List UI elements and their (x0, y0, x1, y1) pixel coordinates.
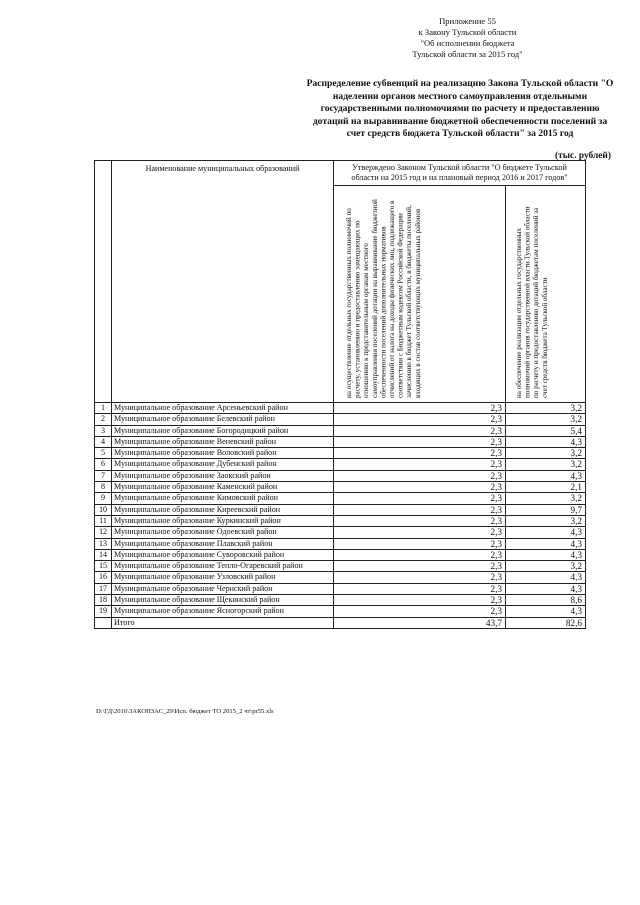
table-row (95, 436, 586, 447)
row-number: 3 (95, 425, 112, 436)
table-row (95, 504, 586, 515)
table-row (95, 403, 586, 414)
header-num-cell (95, 161, 112, 403)
row-value-col1: 2,3 (334, 403, 506, 414)
header-col2-cell (506, 186, 586, 403)
row-number: 12 (95, 527, 112, 538)
row-value-col1: 2,3 (334, 436, 506, 447)
row-name: Муниципальное образование Плавский район (112, 538, 334, 549)
row-value-col2: 4,3 (506, 572, 586, 583)
row-value-col2: 3,2 (506, 561, 586, 572)
row-name: Муниципальное образование Кимовский район (112, 493, 334, 504)
row-value-col2: 9,7 (506, 504, 586, 515)
row-name: Муниципальное образование Воловский район (112, 448, 334, 459)
row-value-col1: 2,3 (334, 504, 506, 515)
row-name: Муниципальное образование Узловский район (112, 572, 334, 583)
row-name: Муниципальное образование Веневский район (112, 436, 334, 447)
row-name: Муниципальное образование Киреевский район (112, 504, 334, 515)
units-label: (тыс. рублей) (555, 151, 611, 161)
row-value-col2: 8,6 (506, 595, 586, 606)
appendix-line: Приложение 55 (439, 16, 496, 26)
row-value-col1: 2,3 (334, 414, 506, 425)
row-number: 11 (95, 515, 112, 526)
row-value-col1: 2,3 (334, 583, 506, 594)
row-number: 2 (95, 414, 112, 425)
row-value-col2: 3,2 (506, 459, 586, 470)
total-num-cell (95, 617, 112, 628)
row-value-col2: 3,2 (506, 493, 586, 504)
row-name: Муниципальное образование Щекинский район (112, 595, 334, 606)
row-value-col2: 3,2 (506, 403, 586, 414)
row-value-col1: 2,3 (334, 459, 506, 470)
row-name: Муниципальное образование Заокский район (112, 470, 334, 481)
appendix-block (390, 16, 545, 60)
header-row (95, 161, 586, 186)
row-name: Муниципальное образование Тепло-Огаревский район (112, 561, 334, 572)
subventions-table (94, 160, 586, 629)
row-number: 4 (95, 436, 112, 447)
row-number: 5 (95, 448, 112, 459)
row-value-col1: 2,3 (334, 515, 506, 526)
row-name: Муниципальное образование Одоевский район (112, 527, 334, 538)
row-name: Муниципальное образование Каменский район (112, 482, 334, 493)
header-name-cell: Наименование муниципальных образований (112, 161, 334, 403)
table-row (95, 606, 586, 617)
row-value-col2: 3,2 (506, 414, 586, 425)
table-row (95, 493, 586, 504)
row-number: 13 (95, 538, 112, 549)
table-row (95, 448, 586, 459)
row-value-col2: 4,3 (506, 470, 586, 481)
row-number: 6 (95, 459, 112, 470)
row-value-col2: 4,3 (506, 538, 586, 549)
row-value-col1: 2,3 (334, 448, 506, 459)
table-row (95, 549, 586, 560)
row-name: Муниципальное образование Ясногорский район (112, 606, 334, 617)
table-row (95, 527, 586, 538)
row-value-col1: 2,3 (334, 595, 506, 606)
total-value-col2: 82,6 (506, 617, 586, 628)
row-number: 8 (95, 482, 112, 493)
row-value-col2: 4,3 (506, 436, 586, 447)
row-number: 10 (95, 504, 112, 515)
row-number: 18 (95, 595, 112, 606)
row-value-col1: 2,3 (334, 470, 506, 481)
table-row (95, 470, 586, 481)
total-row (95, 617, 586, 628)
table-row (95, 561, 586, 572)
table-row (95, 583, 586, 594)
file-path-footer: D:\ГД\2016\ЗАКОНЗАС_29\Исп. бюджет ТО 2015_2 чт\pr55.xls (96, 708, 274, 715)
header-col1-text: на осуществление отдельных государственных полномочий по расчету, установлению и предоставлению замещающих по отношению к представительным органам местного самоуправления поселений дотации на выравнивание бюджетной обеспеченности поселений дополнительных нормативов отчислений от налога на доходы физических лиц, подлежащего в соответствии с Бюджетным кодексом Российской Федерации зачислению в бюджет Тульской области, в бюджеты поселений, входящих в состав соответствующих муниципальных районов (344, 199, 422, 398)
row-name: Муниципальное образование Суворовский район (112, 549, 334, 560)
row-value-col1: 2,3 (334, 549, 506, 560)
row-value-col2: 4,3 (506, 527, 586, 538)
row-value-col1: 2,3 (334, 538, 506, 549)
row-value-col1: 2,3 (334, 482, 506, 493)
appendix-line: "Об исполнении бюджета (420, 38, 515, 48)
table-row (95, 538, 586, 549)
appendix-line: Тульской области за 2015 год" (412, 49, 523, 59)
row-name: Муниципальное образование Богородицкий район (112, 425, 334, 436)
row-number: 14 (95, 549, 112, 560)
header-approved-cell: Утверждено Законом Тульской области "О бюджете Тульской области на 2015 год и на плановый период 2016 и 2017 годов" (334, 161, 586, 186)
total-value-col1: 43,7 (334, 617, 506, 628)
header-col2-text: на обеспечение реализации отдельных государственных полномочий органов государственной власти Тульской области по расчету и предоставлению дотаций бюджетам поселений за счет средств бюджета Тульской области (514, 206, 549, 398)
table-row (95, 459, 586, 470)
row-value-col2: 5,4 (506, 425, 586, 436)
row-name: Муниципальное образование Куркинский район (112, 515, 334, 526)
table-row (95, 414, 586, 425)
row-name: Муниципальное образование Арсеньевский район (112, 403, 334, 414)
row-number: 19 (95, 606, 112, 617)
row-number: 1 (95, 403, 112, 414)
document-title: Распределение субвенций на реализацию Закона Тульской области "О наделении органов местного самоуправления отдельными государственными полномочиями по расчету и предоставлению дотаций на выравнивание бюджетной обеспеченности поселений за счет средств бюджета Тульской области" за 2015 год (306, 78, 614, 139)
row-number: 17 (95, 583, 112, 594)
row-value-col1: 2,3 (334, 527, 506, 538)
table-row (95, 425, 586, 436)
row-value-col1: 2,3 (334, 606, 506, 617)
row-value-col1: 2,3 (334, 561, 506, 572)
row-name: Муниципальное образование Чернский район (112, 583, 334, 594)
row-value-col2: 4,3 (506, 606, 586, 617)
row-value-col1: 2,3 (334, 572, 506, 583)
row-value-col2: 4,3 (506, 583, 586, 594)
header-col1-cell (334, 186, 506, 403)
total-label: Итого (112, 617, 334, 628)
row-value-col1: 2,3 (334, 493, 506, 504)
row-name: Муниципальное образование Дубенский район (112, 459, 334, 470)
row-name: Муниципальное образование Белевский район (112, 414, 334, 425)
table-row (95, 595, 586, 606)
row-value-col1: 2,3 (334, 425, 506, 436)
table-row (95, 515, 586, 526)
row-value-col2: 3,2 (506, 448, 586, 459)
appendix-line: к Закону Тульской области (418, 27, 517, 37)
row-number: 9 (95, 493, 112, 504)
table-row (95, 572, 586, 583)
row-value-col2: 3,2 (506, 515, 586, 526)
row-number: 7 (95, 470, 112, 481)
row-number: 15 (95, 561, 112, 572)
row-number: 16 (95, 572, 112, 583)
row-value-col2: 4,3 (506, 549, 586, 560)
row-value-col2: 2,1 (506, 482, 586, 493)
table-row (95, 482, 586, 493)
